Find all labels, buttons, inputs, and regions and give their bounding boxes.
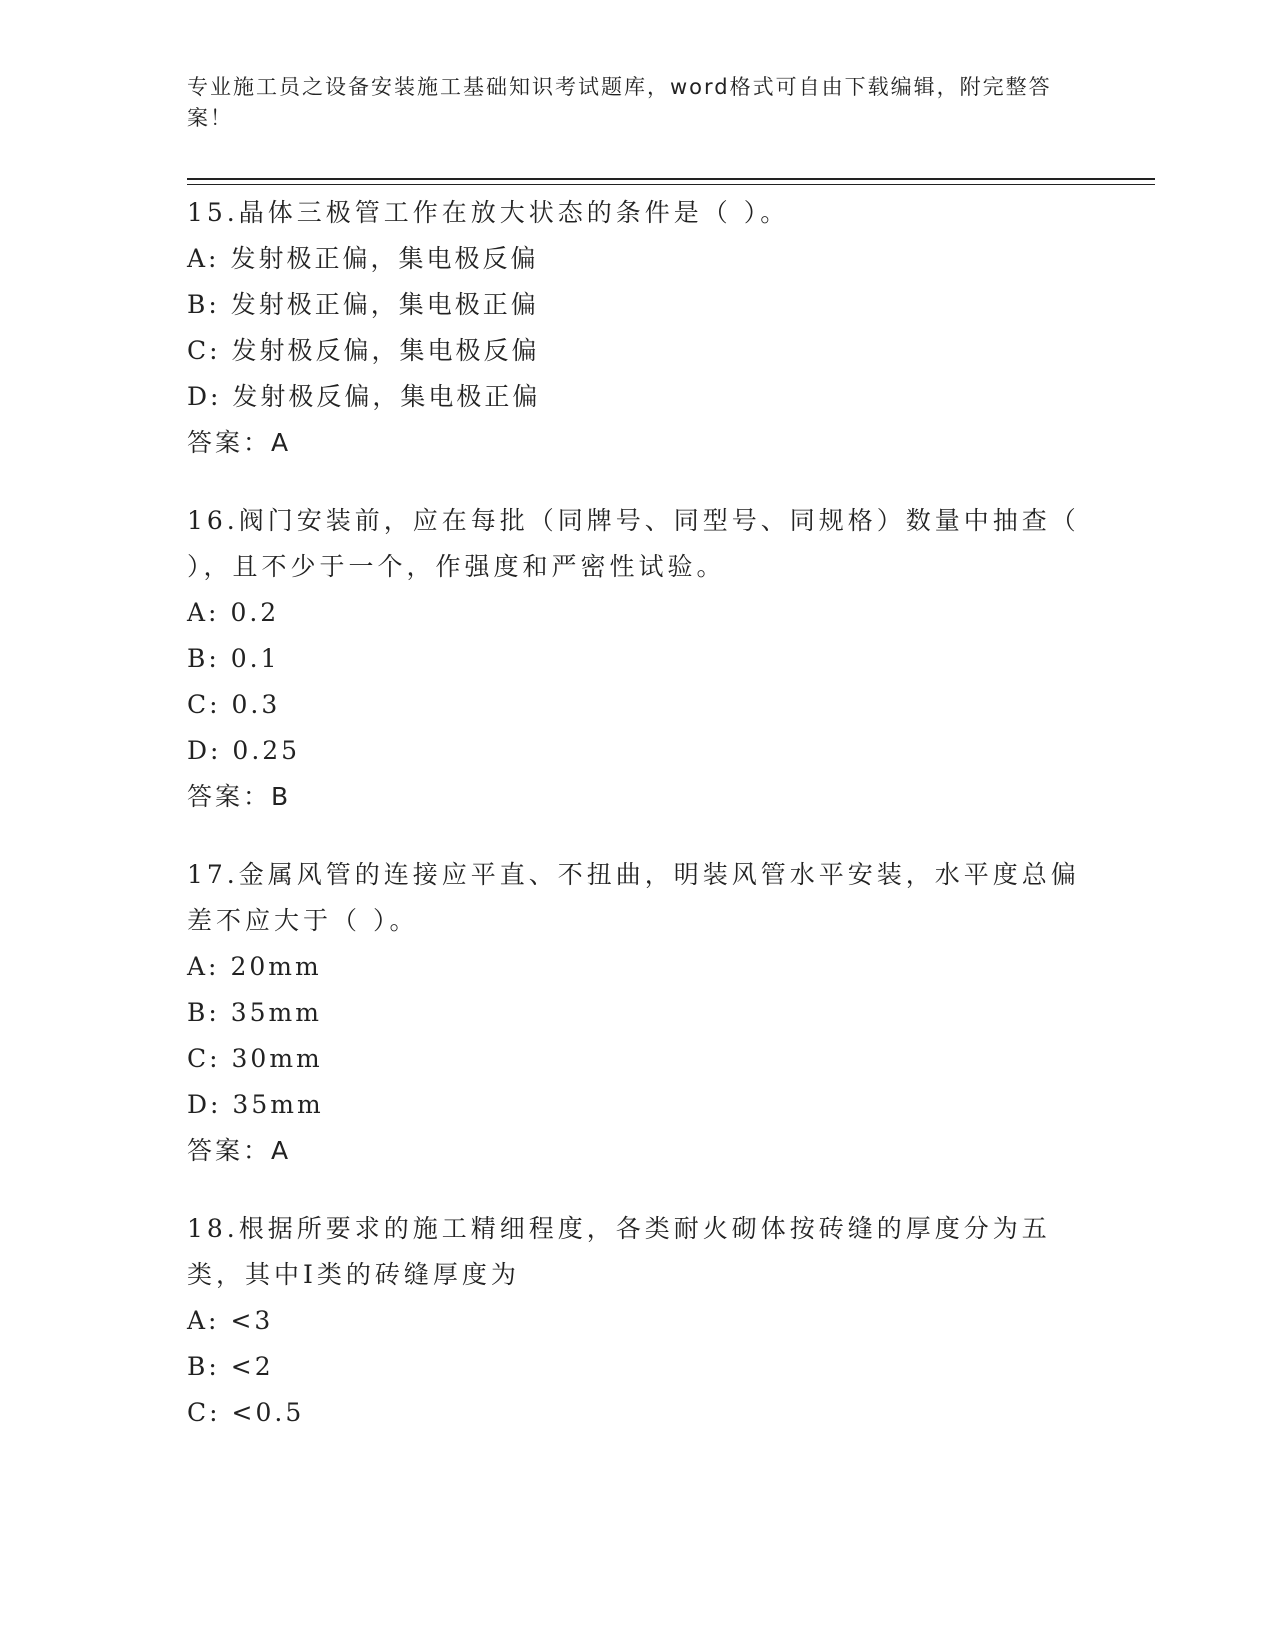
option-b [187, 990, 1087, 1036]
option-text: 0.1 [230, 644, 280, 673]
option-text: 35mm [232, 1090, 324, 1119]
header-rule-thin [187, 184, 1155, 185]
option-label: A: [187, 1306, 220, 1335]
option-c [187, 328, 1087, 374]
option-label: B: [187, 290, 220, 319]
question-text: 16.阀门安装前，应在每批（同牌号、同型号、同规格）数量中抽查（ ），且不少于一个，作强度和严密性试验。 [187, 506, 1080, 581]
option-text: 30mm [231, 1044, 323, 1073]
option-c [187, 1036, 1087, 1082]
option-text: 发射极反偏，集电极反偏 [231, 336, 540, 365]
question-15 [187, 190, 1087, 466]
option-a [187, 944, 1087, 990]
option-c [187, 682, 1087, 728]
option-b [187, 636, 1087, 682]
question-17 [187, 852, 1087, 1174]
option-text: <0.5 [231, 1398, 305, 1427]
header-rule-thick [187, 178, 1155, 180]
option-a [187, 236, 1087, 282]
option-label: A: [187, 598, 220, 627]
option-label: C: [187, 336, 221, 365]
question-text: 15.晶体三极管工作在放大状态的条件是（ ）。 [187, 198, 790, 227]
option-text: 发射极正偏，集电极反偏 [230, 244, 539, 273]
question-18 [187, 1206, 1087, 1436]
option-text: 20mm [230, 952, 322, 981]
option-b [187, 282, 1087, 328]
answer-text: 答案：A [187, 1136, 292, 1165]
question-list [187, 190, 1087, 1468]
option-text: 0.3 [231, 690, 281, 719]
option-c [187, 1390, 1087, 1436]
option-label: D: [187, 1090, 222, 1119]
option-label: B: [187, 1352, 220, 1381]
question-16 [187, 498, 1087, 820]
option-label: A: [187, 952, 220, 981]
question-text: 18.根据所要求的施工精细程度，各类耐火砌体按砖缝的厚度分为五类，其中Ⅰ类的砖缝厚度为 [187, 1214, 1051, 1289]
option-a [187, 590, 1087, 636]
option-b [187, 1344, 1087, 1390]
option-d [187, 1082, 1087, 1128]
answer-text: 答案：A [187, 428, 292, 457]
option-text: 0.2 [230, 598, 280, 627]
option-label: D: [187, 736, 222, 765]
option-d [187, 374, 1087, 420]
option-label: C: [187, 690, 221, 719]
option-a [187, 1298, 1087, 1344]
option-text: 发射极反偏，集电极正偏 [232, 382, 541, 411]
document-header: 专业施工员之设备安装施工基础知识考试题库，word格式可自由下载编辑，附完整答案！ [187, 75, 1052, 130]
option-label: D: [187, 382, 222, 411]
option-text: 0.25 [232, 736, 301, 765]
option-d [187, 728, 1087, 774]
option-label: C: [187, 1398, 221, 1427]
option-label: A: [187, 244, 220, 273]
option-text: 发射极正偏，集电极正偏 [230, 290, 539, 319]
answer-text: 答案：B [187, 782, 292, 811]
option-label: B: [187, 644, 220, 673]
option-text: <2 [230, 1352, 274, 1381]
option-text: 35mm [230, 998, 322, 1027]
option-label: B: [187, 998, 220, 1027]
option-label: C: [187, 1044, 221, 1073]
question-text: 17.金属风管的连接应平直、不扭曲，明装风管水平安装，水平度总偏差不应大于（ ）。 [187, 860, 1080, 935]
option-text: <3 [230, 1306, 274, 1335]
